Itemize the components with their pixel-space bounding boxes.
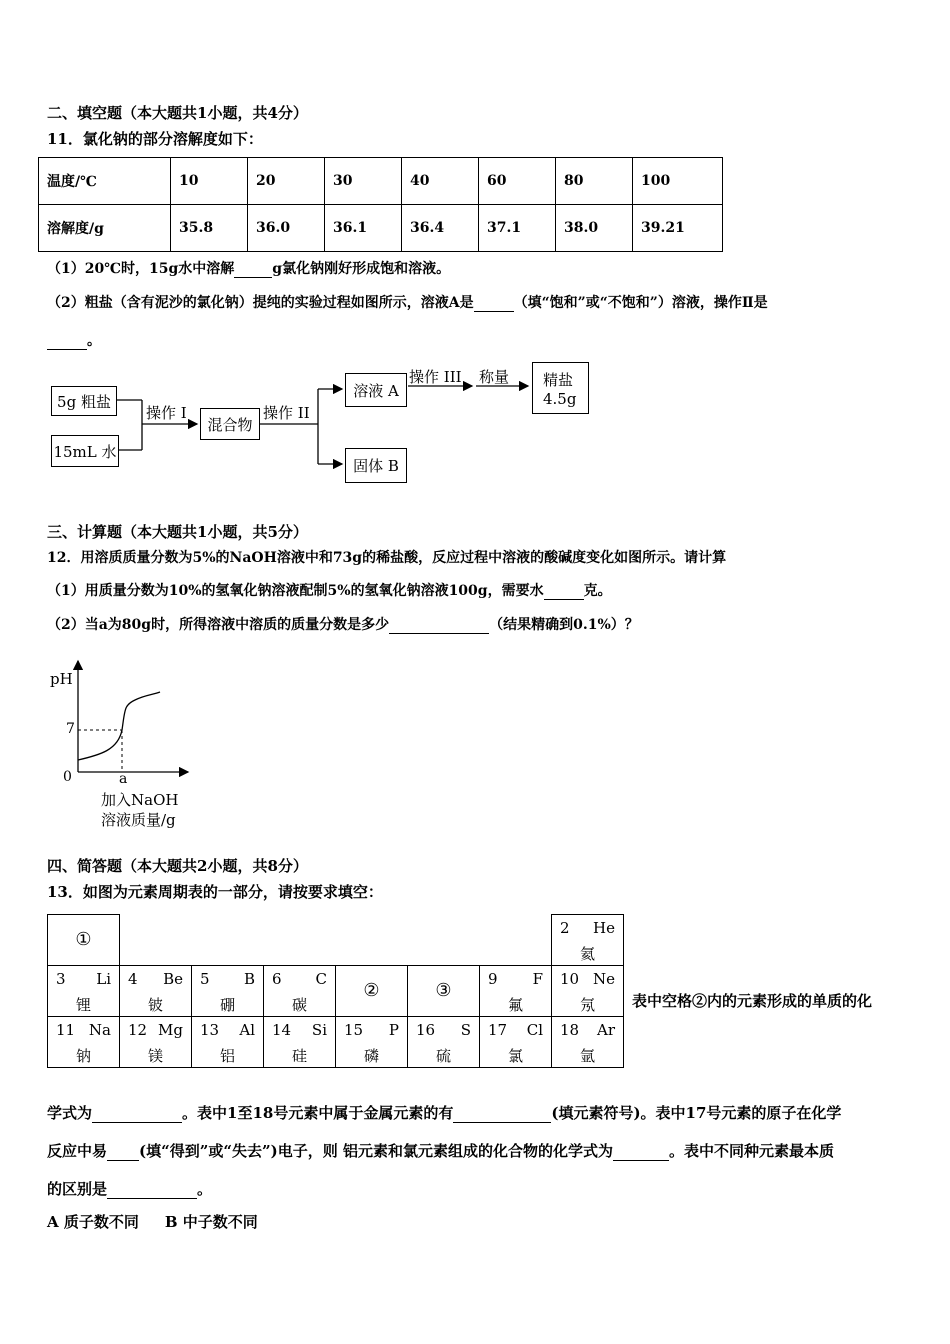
q13-line1-text-b: 。表中1至18号元素中属于金属元素的有 xyxy=(182,1104,454,1122)
table-cell: 温度/℃ xyxy=(39,158,171,205)
fine-salt-box xyxy=(532,362,589,414)
element-name: 碳 xyxy=(291,996,307,1014)
pt-cell-1 xyxy=(48,915,120,966)
pt-cell-p xyxy=(336,1017,408,1068)
atomic-number: 4 xyxy=(128,970,138,988)
pt-blank-3: ③ xyxy=(435,980,452,1001)
atomic-number: 5 xyxy=(200,970,210,988)
q13-stem: 13．如图为元素周期表的一部分，请按要求填空： xyxy=(47,883,383,901)
pt-cell-be xyxy=(120,966,192,1017)
q11-part2-line2 xyxy=(47,330,101,350)
op3-label: 操作 III xyxy=(409,368,462,386)
x-axis-label-1: 加入NaOH xyxy=(101,791,179,809)
q11-part1-text-a: （1）20℃时，15g水中溶解 xyxy=(47,261,235,277)
solubility-table xyxy=(38,157,723,252)
atomic-number: 9 xyxy=(488,970,498,988)
element-name: 磷 xyxy=(363,1047,379,1065)
q13-line1 xyxy=(47,1102,841,1123)
answer-blank[interactable] xyxy=(234,261,272,278)
atomic-number: 3 xyxy=(56,970,66,988)
pt-gap xyxy=(120,915,552,966)
crude-salt-box: 5g 粗盐 xyxy=(51,386,117,416)
q13-line1-text-c: (填元素符号)。表中17号元素的原子在化学 xyxy=(551,1104,842,1122)
element-symbol: Na xyxy=(88,1021,111,1039)
q13-line2 xyxy=(47,1140,834,1161)
pt-cell-mg xyxy=(120,1017,192,1068)
atomic-number: 18 xyxy=(560,1021,580,1039)
element-symbol: He xyxy=(593,919,615,937)
q11-part1 xyxy=(47,258,450,278)
q12-part1-text-b: 克。 xyxy=(583,583,612,599)
pt-cell-b xyxy=(192,966,264,1017)
table-cell: 40 xyxy=(402,158,479,205)
element-symbol: F xyxy=(532,970,543,988)
q11-part1-text-b: g氯化钠刚好形成饱和溶液。 xyxy=(272,261,451,277)
option-b[interactable]: B 中子数不同 xyxy=(164,1213,258,1231)
origin-label: 0 xyxy=(63,769,72,785)
answer-blank[interactable] xyxy=(544,583,584,600)
option-a[interactable]: A 质子数不同 xyxy=(47,1213,139,1231)
fine-salt-mass: 4.5g xyxy=(543,389,577,408)
table-cell: 30 xyxy=(325,158,402,205)
element-symbol: Li xyxy=(96,970,111,988)
pt-cell-c xyxy=(264,966,336,1017)
table-row xyxy=(48,1017,624,1068)
element-symbol: C xyxy=(315,970,327,988)
q11-part2-text-a: （2）粗盐（含有泥沙的氯化钠）提纯的实验过程如图所示，溶液A是 xyxy=(47,295,474,311)
element-symbol: Ne xyxy=(592,970,615,988)
table-cell: 60 xyxy=(479,158,556,205)
answer-blank[interactable] xyxy=(613,1142,669,1161)
element-name: 锂 xyxy=(75,996,91,1014)
atomic-number: 17 xyxy=(488,1021,508,1039)
q12-part2-text-a: （2）当a为80g时，所得溶液中溶质的质量分数是多少 xyxy=(47,617,390,633)
answer-blank[interactable] xyxy=(389,617,489,634)
ph-7-tick: 7 xyxy=(66,721,75,737)
flow-arrows xyxy=(0,355,620,495)
q12-part2 xyxy=(47,614,639,634)
solid-b-box: 固体 B xyxy=(345,448,407,483)
fine-salt-label: 精盐 xyxy=(543,370,574,389)
element-symbol: B xyxy=(243,970,255,988)
q13-line2-text-c: 。表中不同种元素最本质 xyxy=(668,1142,834,1160)
table-row xyxy=(39,158,723,205)
pt-blank-2: ② xyxy=(363,980,380,1001)
answer-blank[interactable] xyxy=(47,333,87,350)
table-cell: 38.0 xyxy=(556,205,633,252)
q12-part2-text-b: （结果精确到0.1%）？ xyxy=(489,617,639,633)
q13-side-text: 表中空格②内的元素形成的单质的化 xyxy=(632,992,873,1010)
pt-cell-ne xyxy=(552,966,624,1017)
q13-line3-text-a: 的区别是 xyxy=(47,1180,108,1198)
element-name: 铍 xyxy=(147,996,163,1014)
atomic-number: 6 xyxy=(272,970,282,988)
element-name: 镁 xyxy=(147,1047,163,1065)
weigh-label: 称量 xyxy=(479,368,510,386)
ph-axis-label: pH xyxy=(50,670,73,688)
table-cell: 35.8 xyxy=(171,205,248,252)
answer-blank[interactable] xyxy=(474,295,514,312)
atomic-number: 2 xyxy=(560,919,570,937)
atomic-number: 12 xyxy=(128,1021,148,1039)
pt-cell-3 xyxy=(408,966,480,1017)
atomic-number: 14 xyxy=(272,1021,292,1039)
element-symbol: Al xyxy=(239,1021,255,1039)
element-name: 氩 xyxy=(579,1047,595,1065)
atomic-number: 10 xyxy=(560,970,580,988)
element-name: 硫 xyxy=(435,1047,451,1065)
element-name: 氖 xyxy=(579,996,595,1014)
x-axis-label-2: 溶液质量/g xyxy=(101,811,176,829)
pt-cell-al xyxy=(192,1017,264,1068)
element-symbol: Be xyxy=(163,970,183,988)
q11-stem: 11．氯化钠的部分溶解度如下： xyxy=(47,130,263,148)
section2-heading: 二、填空题（本大题共1小题，共4分） xyxy=(47,104,308,122)
solution-a-box: 溶液 A xyxy=(345,373,407,407)
element-name: 铝 xyxy=(219,1047,235,1065)
pt-cell-cl xyxy=(480,1017,552,1068)
table-cell: 36.1 xyxy=(325,205,402,252)
table-row xyxy=(39,205,723,252)
periodic-table xyxy=(47,914,624,1068)
op1-label: 操作 I xyxy=(146,404,187,422)
element-name: 硼 xyxy=(219,996,235,1014)
q11-part2-end: 。 xyxy=(87,333,101,349)
element-name: 钠 xyxy=(75,1047,91,1065)
pt-cell-he xyxy=(552,915,624,966)
answer-blank[interactable] xyxy=(453,1104,551,1123)
q12-stem: 12．用溶质质量分数为5%的NaOH溶液中和73g的稀盐酸，反应过程中溶液的酸碱度变化如图所示。请计算 xyxy=(47,550,727,566)
q13-line1-text-a: 学式为 xyxy=(47,1104,93,1122)
q13-line3 xyxy=(47,1178,212,1199)
pt-blank-1: ① xyxy=(75,929,92,950)
table-row xyxy=(48,966,624,1017)
q13-line3-text-b: 。 xyxy=(197,1180,213,1198)
op2-label: 操作 II xyxy=(263,404,310,422)
water-box: 15mL 水 xyxy=(51,435,119,467)
table-cell: 10 xyxy=(171,158,248,205)
q12-part1-text-a: （1）用质量分数为10%的氢氧化钠溶液配制5%的氢氧化钠溶液100g，需要水 xyxy=(47,583,544,599)
section3-heading: 三、计算题（本大题共1小题，共5分） xyxy=(47,523,308,541)
q11-part2 xyxy=(47,292,768,312)
table-cell: 37.1 xyxy=(479,205,556,252)
table-cell: 39.21 xyxy=(633,205,723,252)
table-cell: 100 xyxy=(633,158,723,205)
pt-cell-s xyxy=(408,1017,480,1068)
pt-cell-si xyxy=(264,1017,336,1068)
element-symbol: Mg xyxy=(158,1021,183,1039)
pt-cell-li xyxy=(48,966,120,1017)
element-symbol: Cl xyxy=(526,1021,543,1039)
table-cell: 20 xyxy=(248,158,325,205)
pt-cell-f xyxy=(480,966,552,1017)
element-symbol: P xyxy=(388,1021,399,1039)
pt-cell-na xyxy=(48,1017,120,1068)
q13-line2-text-b: (填“得到”或“失去”)电子，则 铝元素和氯元素组成的化合物的化学式为 xyxy=(139,1142,613,1160)
answer-blank[interactable] xyxy=(107,1180,197,1199)
atomic-number: 11 xyxy=(56,1021,76,1039)
section4-heading: 四、简答题（本大题共2小题，共8分） xyxy=(47,857,308,875)
answer-blank[interactable] xyxy=(107,1142,139,1161)
a-tick: a xyxy=(119,771,128,787)
element-name: 氦 xyxy=(579,945,595,963)
atomic-number: 15 xyxy=(344,1021,364,1039)
q11-part2-text-b: （填“饱和”或“不饱和”）溶液，操作Ⅱ是 xyxy=(513,295,768,311)
element-symbol: S xyxy=(460,1021,471,1039)
table-cell: 溶解度/g xyxy=(39,205,171,252)
q13-options xyxy=(47,1211,258,1232)
element-name: 氟 xyxy=(507,996,523,1014)
table-cell: 36.0 xyxy=(248,205,325,252)
element-symbol: Ar xyxy=(596,1021,615,1039)
q13-line2-text-a: 反应中易 xyxy=(47,1142,108,1160)
answer-blank[interactable] xyxy=(92,1104,182,1123)
element-name: 硅 xyxy=(291,1047,307,1065)
pt-cell-ar xyxy=(552,1017,624,1068)
element-symbol: Si xyxy=(311,1021,327,1039)
table-cell: 36.4 xyxy=(402,205,479,252)
pt-cell-2 xyxy=(336,966,408,1017)
table-row xyxy=(48,915,624,966)
atomic-number: 13 xyxy=(200,1021,220,1039)
q12-part1 xyxy=(47,580,612,600)
atomic-number: 16 xyxy=(416,1021,436,1039)
table-cell: 80 xyxy=(556,158,633,205)
element-name: 氯 xyxy=(507,1047,523,1065)
mixture-box: 混合物 xyxy=(200,408,260,440)
